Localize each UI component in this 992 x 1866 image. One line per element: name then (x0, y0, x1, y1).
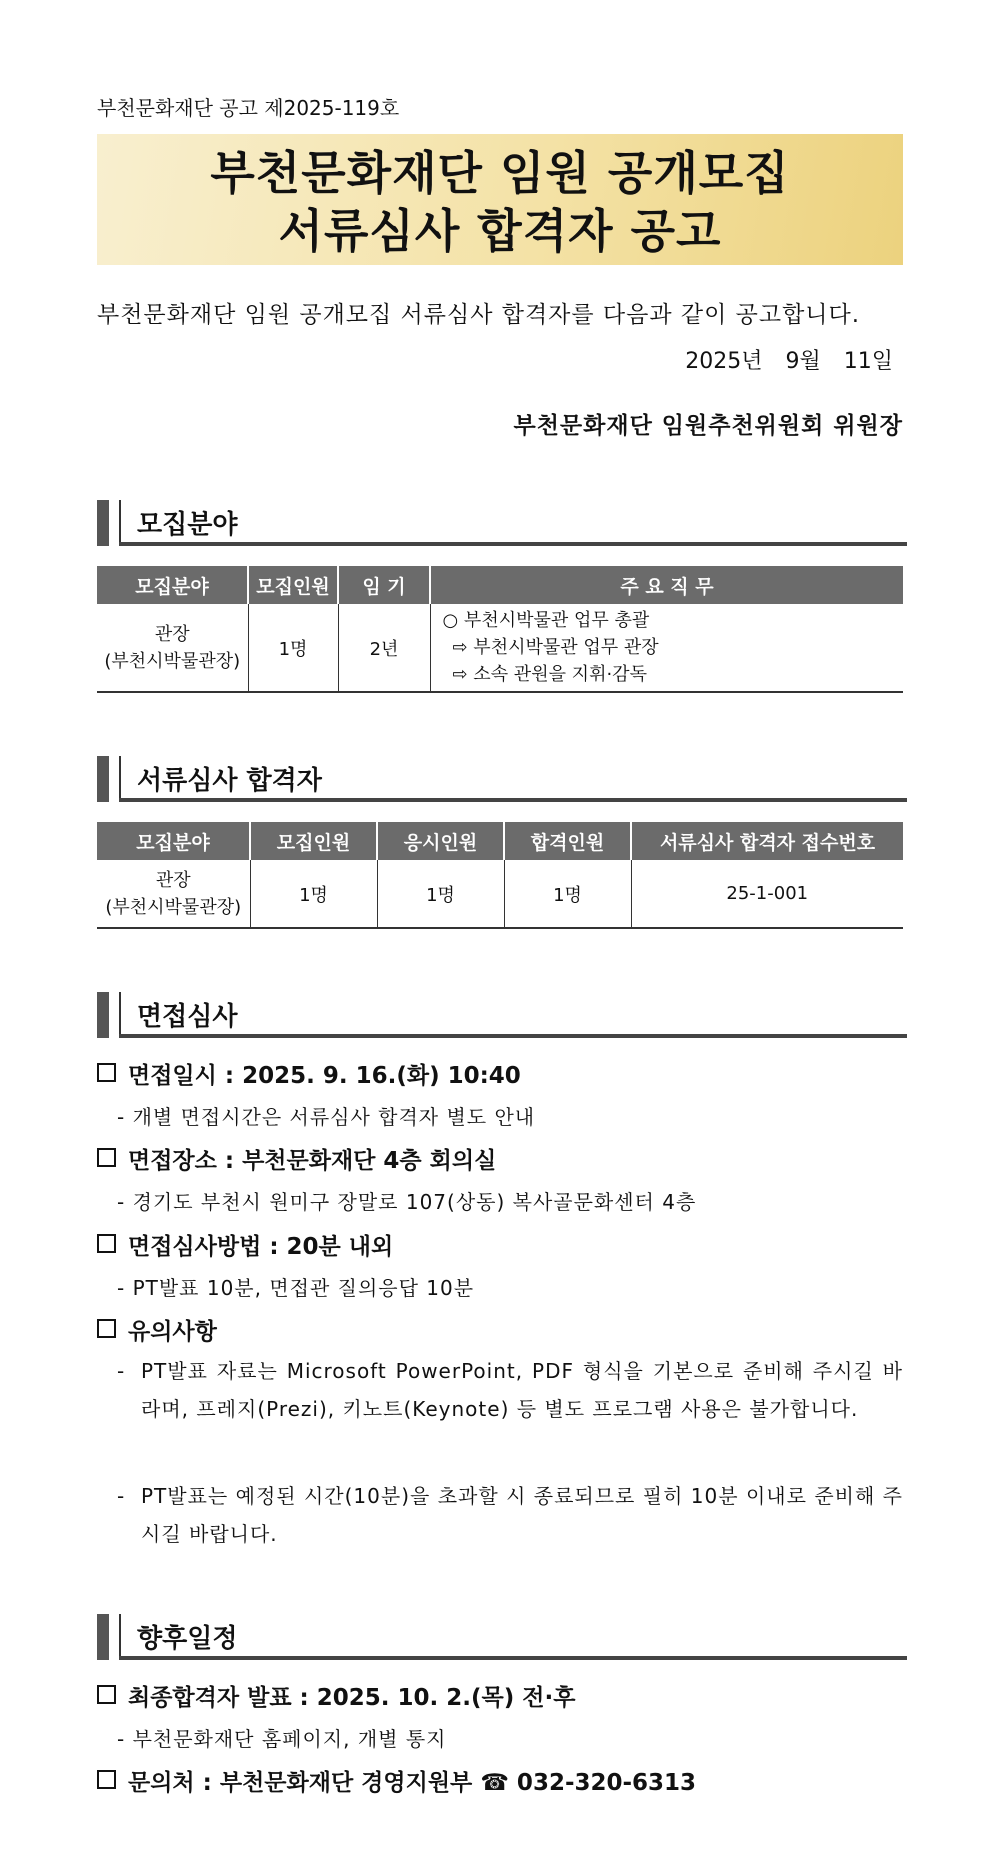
title-banner (97, 134, 903, 265)
section-bar (97, 500, 109, 546)
col-field: 모집분야 (97, 822, 250, 860)
checkbox-square-icon (97, 1148, 116, 1167)
section-interview-heading (97, 992, 907, 1038)
cell-term: 2년 (338, 604, 430, 692)
section-recruit-heading (97, 500, 907, 546)
col-duty: 주 요 직 무 (430, 566, 903, 604)
interview-method-note: - PT발표 10분, 면접관 질의응답 10분 (117, 1276, 475, 1300)
checkbox-square-icon (97, 1063, 116, 1082)
caution-item-1: - PT발표 자료는 Microsoft PowerPoint, PDF 형식을 기본으로 준비해 주시길 바라며, 프레지(Prezi), 키노트(Keynote) 등 별도 프로그램 사용은 불가합니다. (117, 1359, 903, 1421)
interview-datetime-note: - 개별 면접시간은 서류심사 합격자 별도 안내 (117, 1105, 536, 1129)
section-title: 향후일정 (137, 1624, 238, 1654)
col-passed-count: 합격인원 (504, 822, 631, 860)
recruit-table (97, 566, 903, 693)
duty-item: ⇨ 부천시박물관 업무 관장 (452, 637, 659, 658)
col-count: 모집인원 (248, 566, 338, 604)
title-line-1: 부천문화재단 임원 공개모집 (210, 146, 790, 200)
cell-field: 관장 (부천시박물관장) (105, 869, 242, 918)
col-recruit-count: 모집인원 (250, 822, 377, 860)
checkbox-square-icon (97, 1770, 116, 1789)
table-header-row (97, 822, 903, 860)
section-title: 모집분야 (137, 510, 238, 540)
duty-item: ○ 부천시박물관 업무 총괄 (442, 610, 650, 631)
section-bar (97, 992, 109, 1038)
checkbox-square-icon (97, 1319, 116, 1338)
cell-receipt-no: 25-1-001 (631, 860, 903, 928)
section-passed-heading (97, 756, 907, 802)
table-row (97, 604, 903, 692)
notice-number: 부천문화재단 공고 제2025-119호 (97, 96, 400, 120)
table-row (97, 860, 903, 928)
cell-count: 1명 (248, 604, 338, 692)
section-title: 서류심사 합격자 (137, 766, 322, 796)
checkbox-square-icon (97, 1234, 116, 1253)
col-applicants: 응시인원 (377, 822, 504, 860)
notice-date: 2025년 9월 11일 (685, 349, 893, 374)
interview-caution: 유의사항 (97, 1313, 217, 1346)
interview-method: 면접심사방법 : 20분 내외 (97, 1228, 393, 1261)
final-announcement: 최종합격자 발표 : 2025. 10. 2.(목) 전·후 (97, 1679, 575, 1712)
signer: 부천문화재단 임원추천위원회 위원장 (513, 413, 903, 439)
cell-passed-count: 1명 (504, 860, 631, 928)
cell-applicants: 1명 (377, 860, 504, 928)
interview-place: 면접장소 : 부천문화재단 4층 회의실 (97, 1142, 496, 1175)
col-receipt-no: 서류심사 합격자 접수번호 (631, 822, 903, 860)
cell-duty (430, 604, 903, 692)
passed-table (97, 822, 903, 929)
checkbox-square-icon (97, 1685, 116, 1704)
section-bar (97, 756, 109, 802)
table-header-row (97, 566, 903, 604)
duty-item: ⇨ 소속 관원을 지휘·감독 (452, 664, 647, 685)
title-line-2: 서류심사 합격자 공고 (278, 204, 722, 258)
interview-datetime: 면접일시 : 2025. 9. 16.(화) 10:40 (97, 1057, 521, 1090)
interview-place-note: - 경기도 부천시 원미구 장말로 107(상동) 복사골문화센터 4층 (117, 1190, 697, 1214)
final-announcement-note: - 부천문화재단 홈페이지, 개별 통지 (117, 1727, 447, 1751)
cell-field: 관장 (부천시박물관장) (104, 623, 241, 672)
section-bar (97, 1614, 109, 1660)
cell-recruit-count: 1명 (250, 860, 377, 928)
section-title: 면접심사 (137, 1002, 238, 1032)
contact-info: 문의처 : 부천문화재단 경영지원부 ☎ 032-320-6313 (97, 1764, 696, 1797)
col-field: 모집분야 (97, 566, 248, 604)
section-schedule-heading (97, 1614, 907, 1660)
caution-item-2: - PT발표는 예정된 시간(10분)을 초과할 시 종료되므로 필히 10분 이내로 준비해 주시길 바랍니다. (117, 1484, 903, 1546)
col-term: 임 기 (338, 566, 430, 604)
intro-text: 부천문화재단 임원 공개모집 서류심사 합격자를 다음과 같이 공고합니다. (97, 302, 861, 328)
